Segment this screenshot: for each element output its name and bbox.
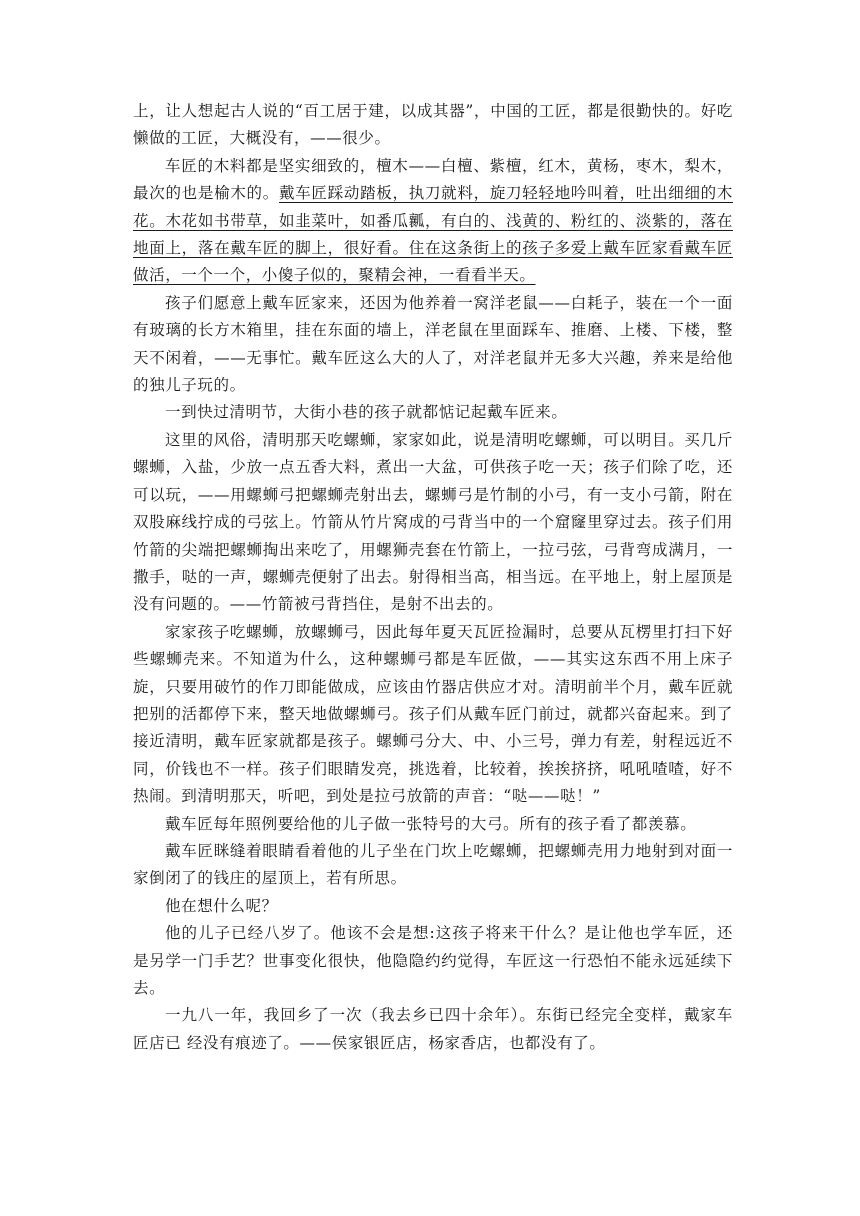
paragraph-9 [133, 893, 733, 920]
paragraph-11 [133, 1002, 733, 1057]
paragraph-6 [133, 619, 733, 811]
paragraph-3 [133, 290, 733, 400]
paragraph-text: 戴车匠每年照例要给他的儿子做一张特号的大弓。所有的孩子看了都羡慕。 [165, 814, 697, 833]
paragraph-7 [133, 811, 733, 838]
paragraph-text: 他在想什么呢？ [165, 896, 278, 915]
paragraph-8 [133, 838, 733, 893]
paragraph-text: 他的儿子已经八岁了。他该不会是想:这孩子将来干什么？是让他也学车匠，还是另学一门手艺？世事变化很快，他隐隐约约觉得，车匠这一行恐怕不能永远延续下去。 [133, 924, 733, 997]
paragraph-text: 家家孩子吃螺蛳，放螺蛳弓，因此每年夏天瓦匠捡漏时，总要从瓦楞里打扫下好些螺蛳壳来。不知道为什么，这种螺蛳弓都是车匠做，——其实这东西不用上床子旋，只要用破竹的作刀即能做成，应该由竹器店供应才对。清明前半个月，戴车匠就把别的活都停下来，整天地做螺蛳弓。孩子们从戴车匠门前过，就都兴奋起来。到了接近清明，戴车匠家就都是孩子。螺蛳弓分大、中、小三号，弹力有差，射程远近不同，价钱也不一样。孩子们眼睛发亮，挑选着，比较着，挨挨挤挤，吼吼喳喳，好不热闹。到清明那天，听吧，到处是拉弓放箭的声音：“哒——哒！” [133, 622, 733, 806]
paragraph-text: 一九八一年，我回乡了一次（我去乡已四十余年）。东街已经完全变样，戴家车匠店已 经没有痕迹了。——侯家银匠店，杨家香店，也都没有了。 [133, 1006, 733, 1052]
paragraph-2 [133, 153, 733, 290]
document-page [133, 98, 733, 1057]
underlined-passage: 戴车匠踩动踏板，执刀就料，旋刀轻轻地吟叫着，吐出细细的木花。木花如书带草，如韭菜叶，如番瓜瓤，有白的、浅黄的、粉红的、淡紫的，落在地面上，落在戴车匠的脚上，很好看。住在这条街上的孩子多爱上戴车匠家看戴车匠做活，一个一个，小傻子似的，聚精会神，一看看半天。 [133, 184, 733, 285]
paragraph-5 [133, 427, 733, 619]
paragraph-1 [133, 98, 733, 153]
paragraph-10 [133, 920, 733, 1002]
paragraph-text: 一到快过清明节，大街小巷的孩子就都惦记起戴车匠来。 [165, 403, 568, 422]
paragraph-text: 戴车匠眯缝着眼睛看着他的儿子坐在门坎上吃螺蛳，把螺蛳壳用力地射到对面一家倒闭了的钱庄的屋顶上，若有所思。 [133, 841, 733, 888]
paragraph-text: 上，让人想起古人说的“百工居于建，以成其器”，中国的工匠，都是很勤快的。好吃懒做的工匠，大概没有，——很少。 [133, 102, 733, 148]
paragraph-text: 孩子们愿意上戴车匠家来，还因为他养着一窝洋老鼠——白耗子，装在一个一面有玻璃的长方木箱里，挂在东面的墙上，洋老鼠在里面踩车、推磨、上楼、下楼，整天不闲着，——无事忙。戴车匠这么大的人了，对洋老鼠并无多大兴趣，养来是给他的独儿子玩的。 [133, 293, 733, 395]
paragraph-text: 车匠的木料都是坚实细致的，檀木——白檀、紫檀，红木，黄杨，枣木，梨木，最次的也是榆木的。 [133, 156, 733, 203]
paragraph-4 [133, 399, 733, 426]
paragraph-text: 这里的风俗，清明那天吃螺蛳，家家如此，说是清明吃螺蛳，可以明目。买几斤螺蛳，入盐，少放一点五香大料，煮出一大盆，可供孩子吃一天；孩子们除了吃，还可以玩，——用螺蛳弓把螺蛳壳射出去，螺蛳弓是竹制的小弓，有一支小弓箭，附在双股麻线拧成的弓弦上。竹箭从竹片窝成的弓背当中的一个窟窿里穿过去。孩子们用竹箭的尖端把螺蛳掏出来吃了，用螺狮壳套在竹箭上，一拉弓弦，弓背弯成满月，一撒手，哒的一声，螺蛳壳便射了出去。射得相当高，相当远。在平地上，射上屋顶是没有问题的。——竹箭被弓背挡住，是射不出去的。 [133, 430, 733, 614]
